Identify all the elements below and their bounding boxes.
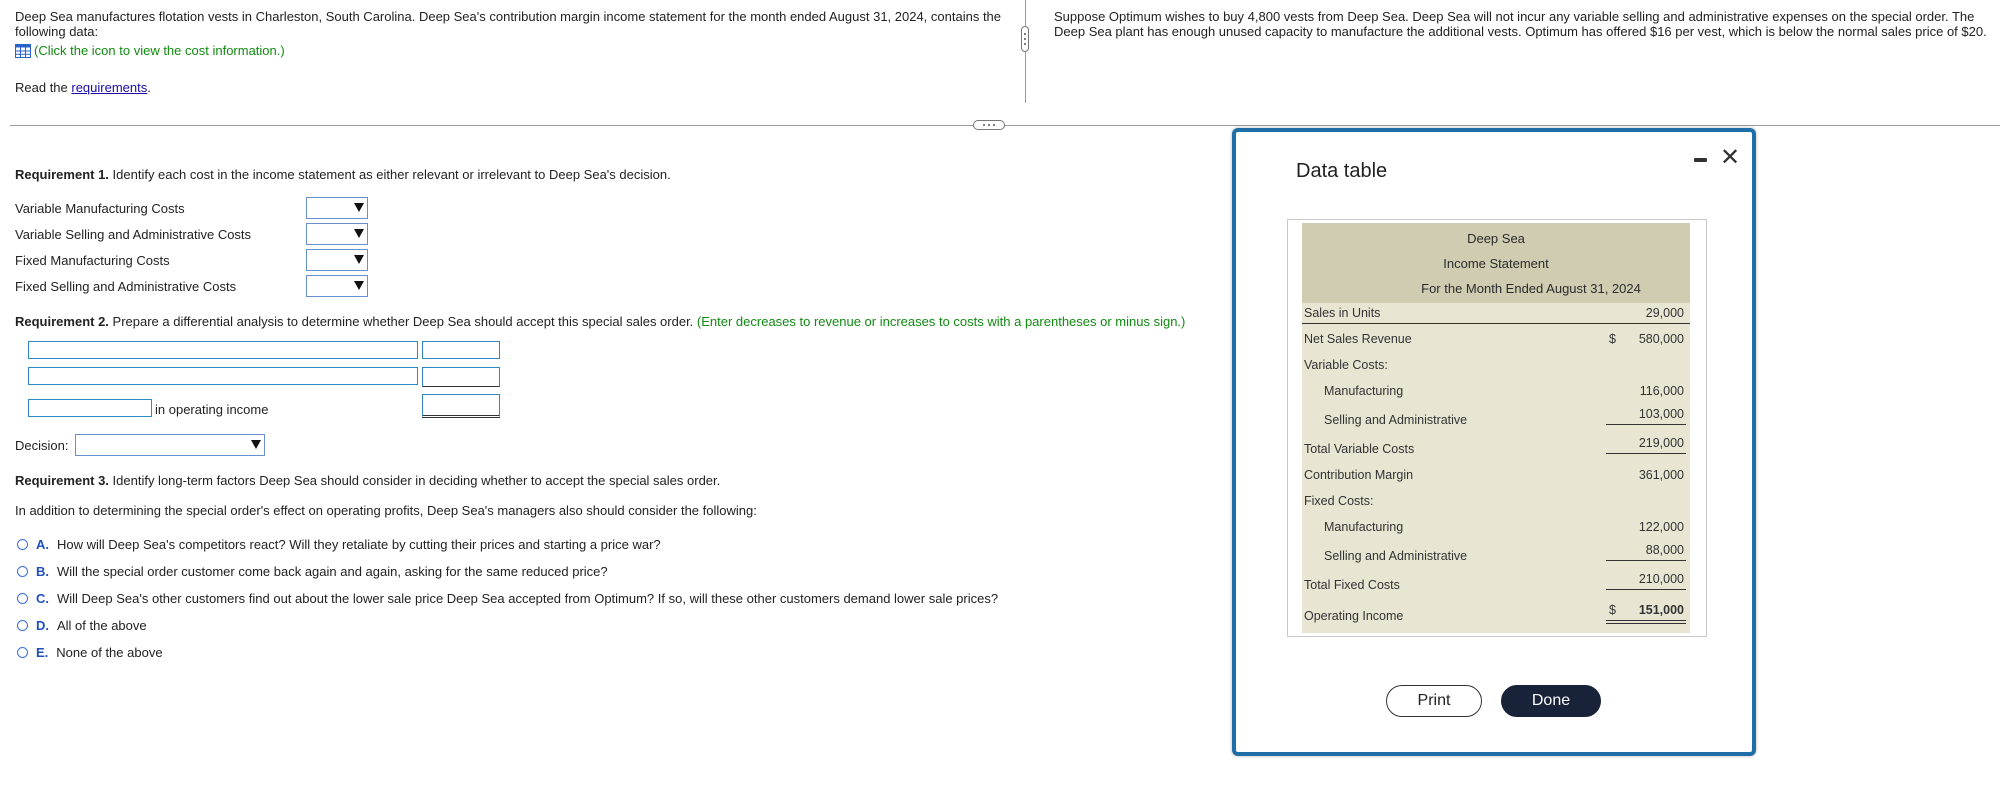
decision-dropdown[interactable]	[75, 434, 265, 456]
req2-hint: (Enter decreases to revenue or increases to costs with a parentheses or minus sign.)	[696, 314, 1186, 329]
statement-name: Income Statement	[1443, 256, 1549, 271]
requirement-3-subtext: In addition to determining the special order's effect on operating profits, Deep Sea's managers also should consider the following:	[15, 503, 757, 518]
cost-label-fixed-manufacturing: Fixed Manufacturing Costs	[15, 253, 170, 268]
radio-c[interactable]	[17, 593, 28, 604]
analysis-label-input-2[interactable]	[28, 367, 418, 385]
total-fixed-underline	[1606, 589, 1686, 590]
sales-units-divider	[1302, 323, 1690, 324]
row-total-var-value: 219,000	[1638, 436, 1684, 450]
table-icon[interactable]	[15, 44, 31, 61]
cost-label-fixed-selling-admin: Fixed Selling and Administrative Costs	[15, 279, 237, 294]
modal-title: Data table	[1296, 160, 1388, 182]
row-var-sa-label: Selling and Administrative	[1324, 413, 1468, 427]
option-a[interactable]	[17, 537, 661, 552]
row-fix-mfg-label: Manufacturing	[1324, 520, 1404, 534]
row-total-fixed-label: Total Fixed Costs	[1304, 578, 1400, 592]
read-suffix: .	[147, 80, 151, 95]
row-variable-costs-label: Variable Costs:	[1304, 358, 1388, 372]
requirement-2-heading	[15, 314, 1185, 329]
row-net-sales-value: 580,000	[1638, 332, 1684, 346]
read-requirements-line	[15, 80, 1005, 95]
option-e-letter: E.	[36, 645, 49, 660]
row-fixed-costs-label: Fixed Costs:	[1304, 494, 1374, 508]
income-statement-body	[1302, 303, 1690, 633]
row-oi-label: Operating Income	[1304, 609, 1404, 623]
option-c[interactable]	[17, 591, 998, 606]
option-b[interactable]	[17, 564, 608, 579]
income-statement-header	[1302, 223, 1690, 303]
req3-text: Identify long-term factors Deep Sea should consider in deciding whether to accept the special sales order.	[108, 473, 721, 488]
intro-text: Deep Sea manufactures flotation vests in Charleston, South Carolina. Deep Sea's contribution margin income statement for the month ended August 31, 2024, contains the following data:	[15, 9, 1002, 39]
req3-label: Requirement 3.	[15, 473, 109, 488]
req2-text: Prepare a differential analysis to determine whether Deep Sea should accept this special sales order.	[108, 314, 697, 329]
row-total-fixed-value: 210,000	[1638, 572, 1684, 586]
option-a-text: How will Deep Sea's competitors react? Will they retaliate by cutting their prices and starting a price war?	[57, 537, 661, 552]
cost-info-link-text[interactable]: (Click the icon to view the cost information.)	[34, 43, 285, 58]
option-a-letter: A.	[36, 537, 49, 552]
analysis-amount-input-2[interactable]	[422, 367, 500, 387]
data-table-modal	[1232, 128, 1756, 756]
oi-double-underline-2	[1606, 623, 1686, 624]
cost-info-link[interactable]	[15, 43, 1005, 61]
option-b-text: Will the special order customer come back again and again, asking for the same reduced price?	[57, 564, 608, 579]
print-button[interactable]: Print	[1386, 685, 1482, 717]
row-var-sa-value: 103,000	[1638, 407, 1684, 421]
row-var-mfg-value: 116,000	[1639, 384, 1684, 398]
row-fix-sa-label: Selling and Administrative	[1324, 549, 1468, 563]
row-oi-value: 151,000	[1638, 603, 1684, 617]
operating-income-change-input[interactable]	[28, 399, 152, 417]
row-total-var-label: Total Variable Costs	[1304, 442, 1415, 456]
option-e-text: None of the above	[56, 645, 163, 660]
problem-intro	[15, 9, 1005, 95]
requirement-3-heading	[15, 473, 720, 488]
req2-label: Requirement 2.	[15, 314, 109, 329]
req1-text: Identify each cost in the income statement as either relevant or irrelevant to Deep Sea's decision.	[108, 167, 671, 182]
company-name: Deep Sea	[1467, 231, 1525, 246]
relevance-dropdown-fixed-selling-admin[interactable]	[306, 275, 368, 297]
requirements-link[interactable]: requirements	[71, 80, 148, 95]
operating-income-amount-input[interactable]	[422, 394, 500, 418]
row-oi-currency: $	[1609, 603, 1616, 617]
scenario-text: Suppose Optimum wishes to buy 4,800 vests from Deep Sea. Deep Sea will not incur any variable selling and administrative expenses on the special order. The Deep Sea plant has enough unused capacity to manufacture the additional vests. Optimum has offered $16 per vest, which is below the normal sales price of $20.	[1054, 9, 1987, 39]
row-cm-value: 361,000	[1638, 468, 1684, 482]
oi-double-underline-1	[1606, 620, 1686, 621]
statement-period: For the Month Ended August 31, 2024	[1421, 281, 1641, 296]
requirement-1-heading	[15, 167, 671, 182]
radio-a[interactable]	[17, 539, 28, 550]
option-d-letter: D.	[36, 618, 49, 633]
radio-d[interactable]	[17, 620, 28, 631]
row-fix-sa-value: 88,000	[1645, 543, 1684, 557]
option-e[interactable]	[17, 645, 163, 660]
horizontal-divider	[10, 125, 2000, 126]
fixed-costs-underline	[1606, 560, 1686, 561]
row-sales-units-value: 29,000	[1645, 306, 1684, 320]
option-d-text: All of the above	[57, 618, 147, 633]
vertical-resize-handle[interactable]	[1021, 26, 1029, 52]
minimize-icon[interactable]	[1694, 158, 1707, 162]
radio-e[interactable]	[17, 647, 28, 658]
cost-label-variable-manufacturing: Variable Manufacturing Costs	[15, 201, 185, 216]
row-net-sales-label: Net Sales Revenue	[1304, 332, 1412, 346]
row-cm-label: Contribution Margin	[1304, 468, 1414, 482]
req1-label: Requirement 1.	[15, 167, 109, 182]
option-c-letter: C.	[36, 591, 49, 606]
relevance-dropdown-variable-selling-admin[interactable]	[306, 223, 368, 245]
analysis-label-input-1[interactable]	[28, 341, 418, 359]
analysis-amount-input-1[interactable]	[422, 341, 500, 359]
row-var-mfg-label: Manufacturing	[1324, 384, 1404, 398]
relevance-dropdown-variable-manufacturing[interactable]	[306, 197, 368, 219]
relevance-dropdown-fixed-manufacturing[interactable]	[306, 249, 368, 271]
var-costs-underline	[1606, 424, 1686, 425]
cost-label-variable-selling-admin: Variable Selling and Administrative Costs	[15, 227, 252, 242]
radio-b[interactable]	[17, 566, 28, 577]
row-fix-mfg-value: 122,000	[1638, 520, 1684, 534]
row-net-sales-currency: $	[1609, 332, 1616, 346]
option-d[interactable]	[17, 618, 147, 633]
close-icon[interactable]: ✕	[1720, 144, 1741, 171]
option-c-text: Will Deep Sea's other customers find out about the lower sale price Deep Sea accepted from Optimum? If so, will these other customers demand lower sale prices?	[57, 591, 999, 606]
total-var-underline	[1606, 453, 1686, 454]
option-b-letter: B.	[36, 564, 49, 579]
decision-label: Decision:	[15, 438, 69, 453]
read-prefix: Read the	[15, 80, 72, 95]
operating-income-label: in operating income	[155, 402, 269, 417]
horizontal-resize-handle[interactable]	[973, 120, 1005, 130]
row-sales-units-label: Sales in Units	[1304, 306, 1381, 320]
done-button[interactable]: Done	[1501, 685, 1601, 717]
